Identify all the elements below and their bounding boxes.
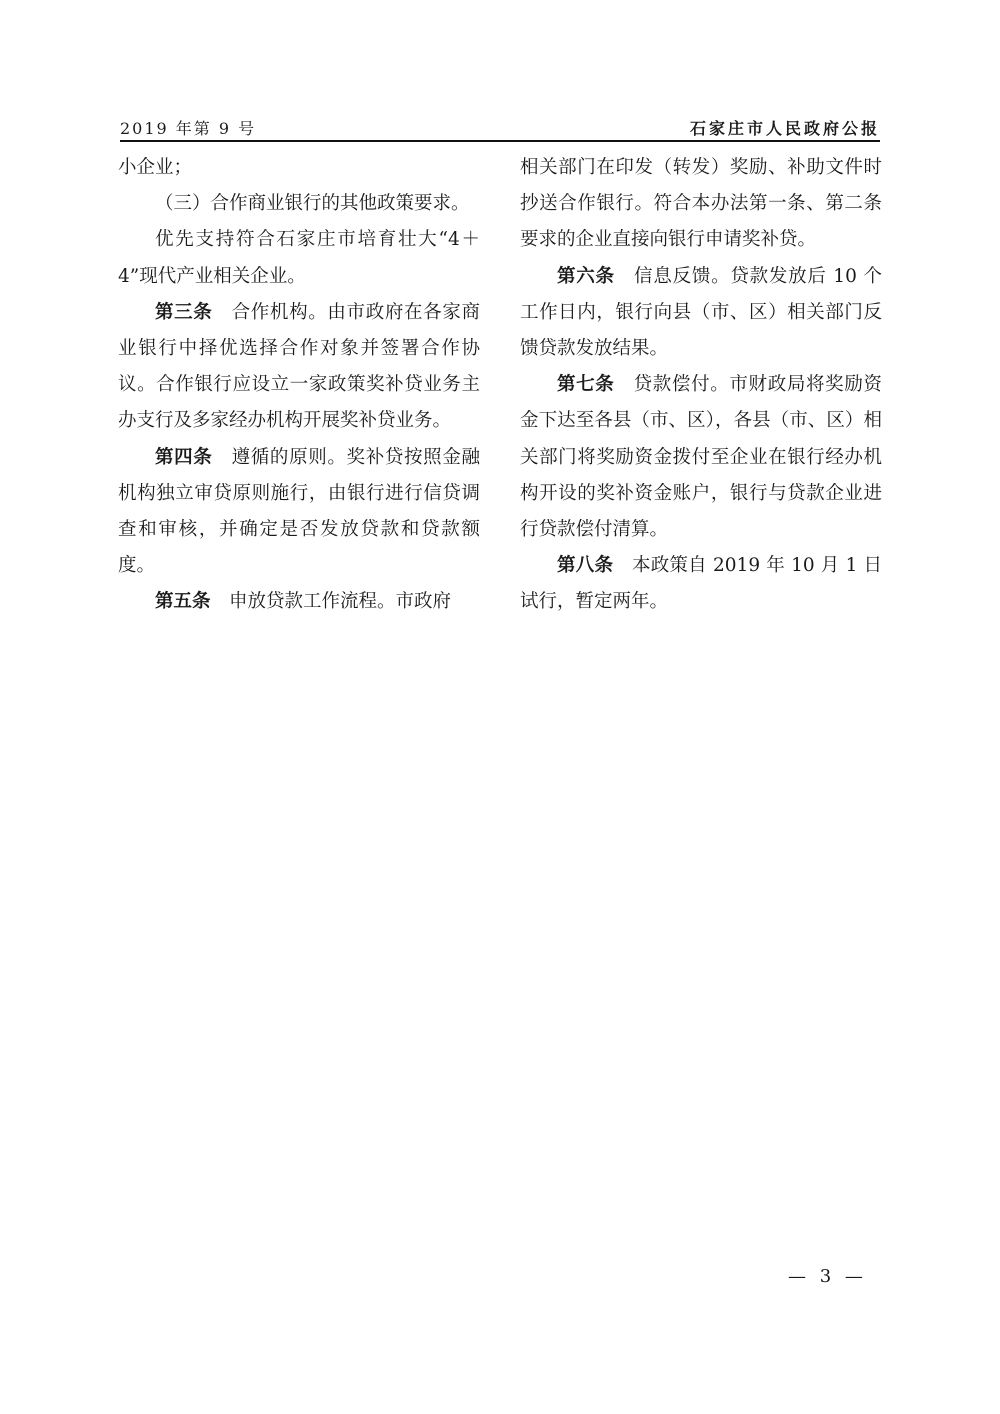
- paragraph: [118, 186, 480, 222]
- paragraph-text: 贷款偿付。市财政局将奖励资金下达至各县（市、区），各县（市、区）相关部门将奖励资金拨付至企业在银行经办机构开设的奖补资金账户，银行与贷款企业进行贷款偿付清算。: [520, 374, 882, 541]
- article-label: 第四条: [155, 446, 213, 468]
- paragraph-text: 相关部门在印发（转发）奖励、补助文件时抄送合作银行。符合本办法第一条、第二条要求的企业直接向银行申请奖补贷。: [520, 157, 882, 251]
- article-3: [118, 295, 480, 440]
- article-label: 第六条: [557, 265, 615, 287]
- article-label: 第八条: [557, 555, 614, 577]
- publication-title: 石家庄市人民政府公报: [689, 119, 880, 138]
- paragraph-text: 信息反馈。贷款发放后 10 个工作日内，银行向县（市、区）相关部门反馈贷款发放结果。: [520, 265, 882, 360]
- paragraph-text: 合作机构。由市政府在各家商业银行中择优选择合作对象并签署合作协议。合作银行应设立一家政策奖补贷业务主办支行及多家经办机构开展奖补贷业务。: [118, 301, 480, 432]
- issue-label: 2019 年第 9 号: [120, 119, 257, 138]
- page-number: — 3 —: [788, 1266, 867, 1287]
- header-rule: [120, 140, 880, 142]
- paragraph-text: 小企业；: [118, 157, 193, 178]
- running-header: [120, 112, 880, 142]
- article-6: [520, 259, 882, 368]
- article-label: 第五条: [155, 591, 211, 613]
- paragraph-text: 优先支持符合石家庄市培育壮大“4＋4”现代产业相关企业。: [118, 229, 480, 287]
- paragraph: [118, 222, 480, 294]
- right-column: [520, 150, 882, 621]
- article-label: 第三条: [155, 301, 213, 323]
- paragraph-text: 本政策自 2019 年 10 月 1 日试行，暂定两年。: [520, 555, 882, 613]
- article-4: [118, 440, 480, 585]
- paragraph-text: 遵循的原则。奖补贷按照金融机构独立审贷原则施行，由银行进行信贷调查和审核，并确定是否发放贷款和贷款额度。: [118, 446, 480, 577]
- paragraph: [118, 150, 480, 186]
- paragraph-text: （三）合作商业银行的其他政策要求。: [155, 193, 470, 215]
- article-label: 第七条: [557, 374, 615, 396]
- paragraph-text: 申放贷款工作流程。市政府: [229, 591, 452, 613]
- paragraph: [520, 150, 882, 259]
- article-8: [520, 548, 882, 620]
- article-7: [520, 367, 882, 548]
- left-column: [118, 150, 480, 621]
- article-5: [118, 584, 480, 620]
